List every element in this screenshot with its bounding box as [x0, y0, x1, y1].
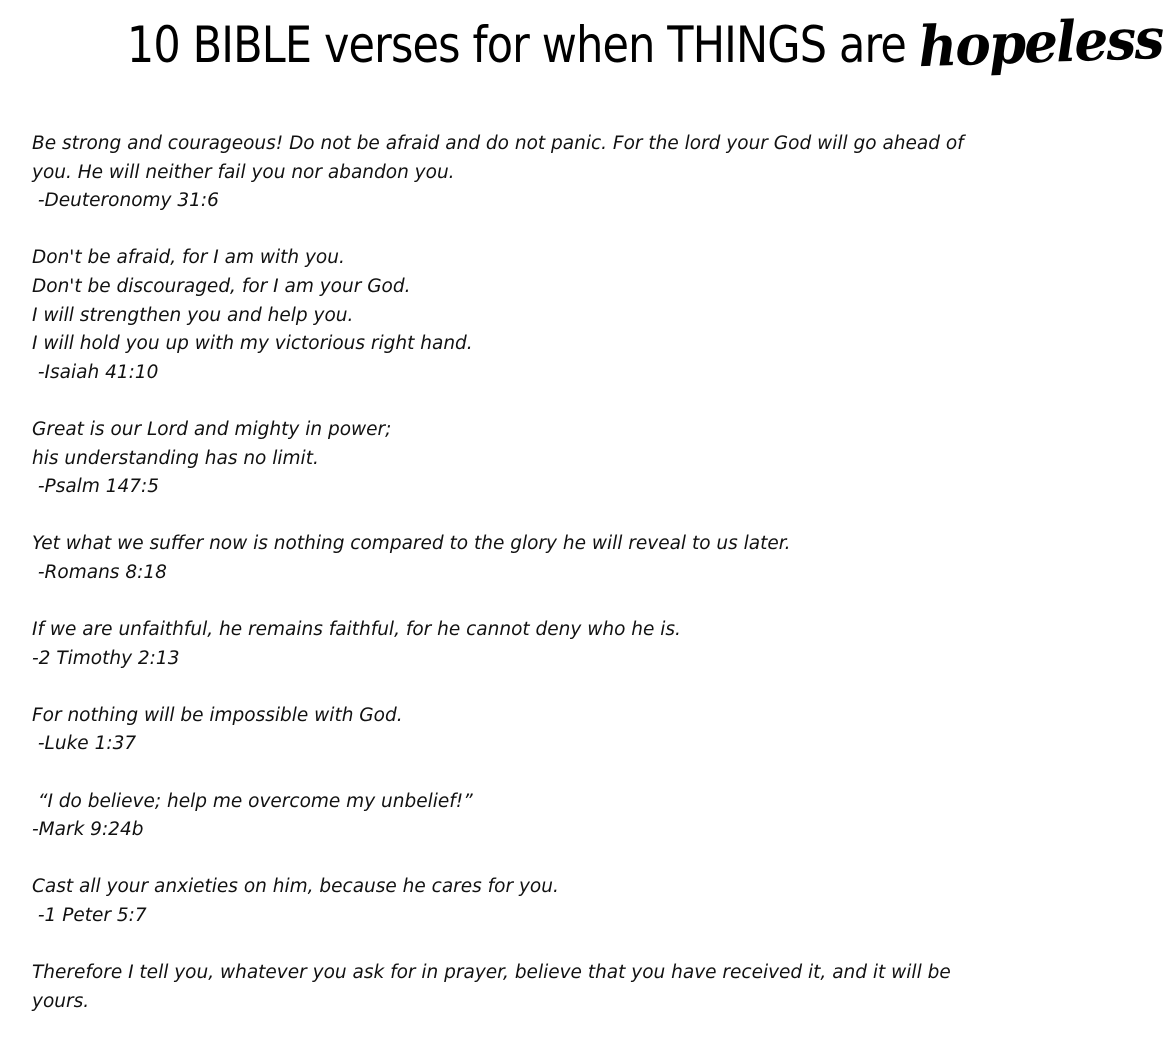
verse-text: I will strengthen you and help you. — [32, 304, 354, 326]
verse-reference: -Deuteronomy 31:6 — [32, 190, 219, 212]
verse-text: Don't be discouraged, for I am your God. — [32, 275, 411, 297]
verse-block — [32, 416, 1007, 502]
verse-text: For nothing will be impossible with God. — [32, 704, 403, 726]
title-main-text: 10 BIBLE verses for when THINGS are — [126, 16, 906, 74]
verse-block — [32, 130, 1007, 216]
verse-text: “I do believe; help me overcome my unbelief!” — [32, 790, 473, 812]
verse-text: his understanding has no limit. — [32, 447, 319, 469]
verse-reference: -1 Peter 5:7 — [32, 905, 147, 927]
verse-reference: -Luke 1:37 — [32, 733, 137, 755]
verse-block — [32, 616, 1007, 673]
verse-text: I will hold you up with my victorious right hand. — [32, 333, 473, 355]
verse-text: Therefore I tell you, whatever you ask for in prayer, believe that you have received it, and it will be yours. — [32, 962, 957, 1012]
verse-list — [32, 130, 1007, 1045]
verse-reference: -Psalm 147:5 — [32, 476, 160, 498]
page-title — [0, 5, 1164, 81]
verse-text: Great is our Lord and mighty in power; — [32, 418, 392, 440]
verse-block — [32, 702, 1007, 759]
verse-reference: -Romans 8:18 — [32, 561, 167, 583]
verse-block — [32, 244, 1007, 387]
verse-text: Cast all your anxieties on him, because he cares for you. — [32, 876, 559, 898]
verse-text: Don't be afraid, for I am with you. — [32, 247, 345, 269]
verse-reference: -2 Timothy 2:13 — [32, 647, 180, 669]
verse-block — [32, 959, 1007, 1016]
verse-reference: -Isaiah 41:10 — [32, 361, 159, 383]
verse-block — [32, 530, 1007, 587]
verse-block — [32, 788, 1007, 845]
title-script-word: hopeless — [917, 5, 1164, 81]
verse-block — [32, 873, 1007, 930]
verse-reference: -Mark 9:24b — [32, 819, 144, 841]
verse-text: Yet what we suffer now is nothing compared to the glory he will reveal to us later. — [32, 533, 791, 555]
verse-text: Be strong and courageous! Do not be afraid and do not panic. For the lord your God will go ahead of you. He will neither fail you nor abandon you. — [32, 133, 970, 183]
verse-text: If we are unfaithful, he remains faithful, for he cannot deny who he is. — [32, 619, 681, 641]
